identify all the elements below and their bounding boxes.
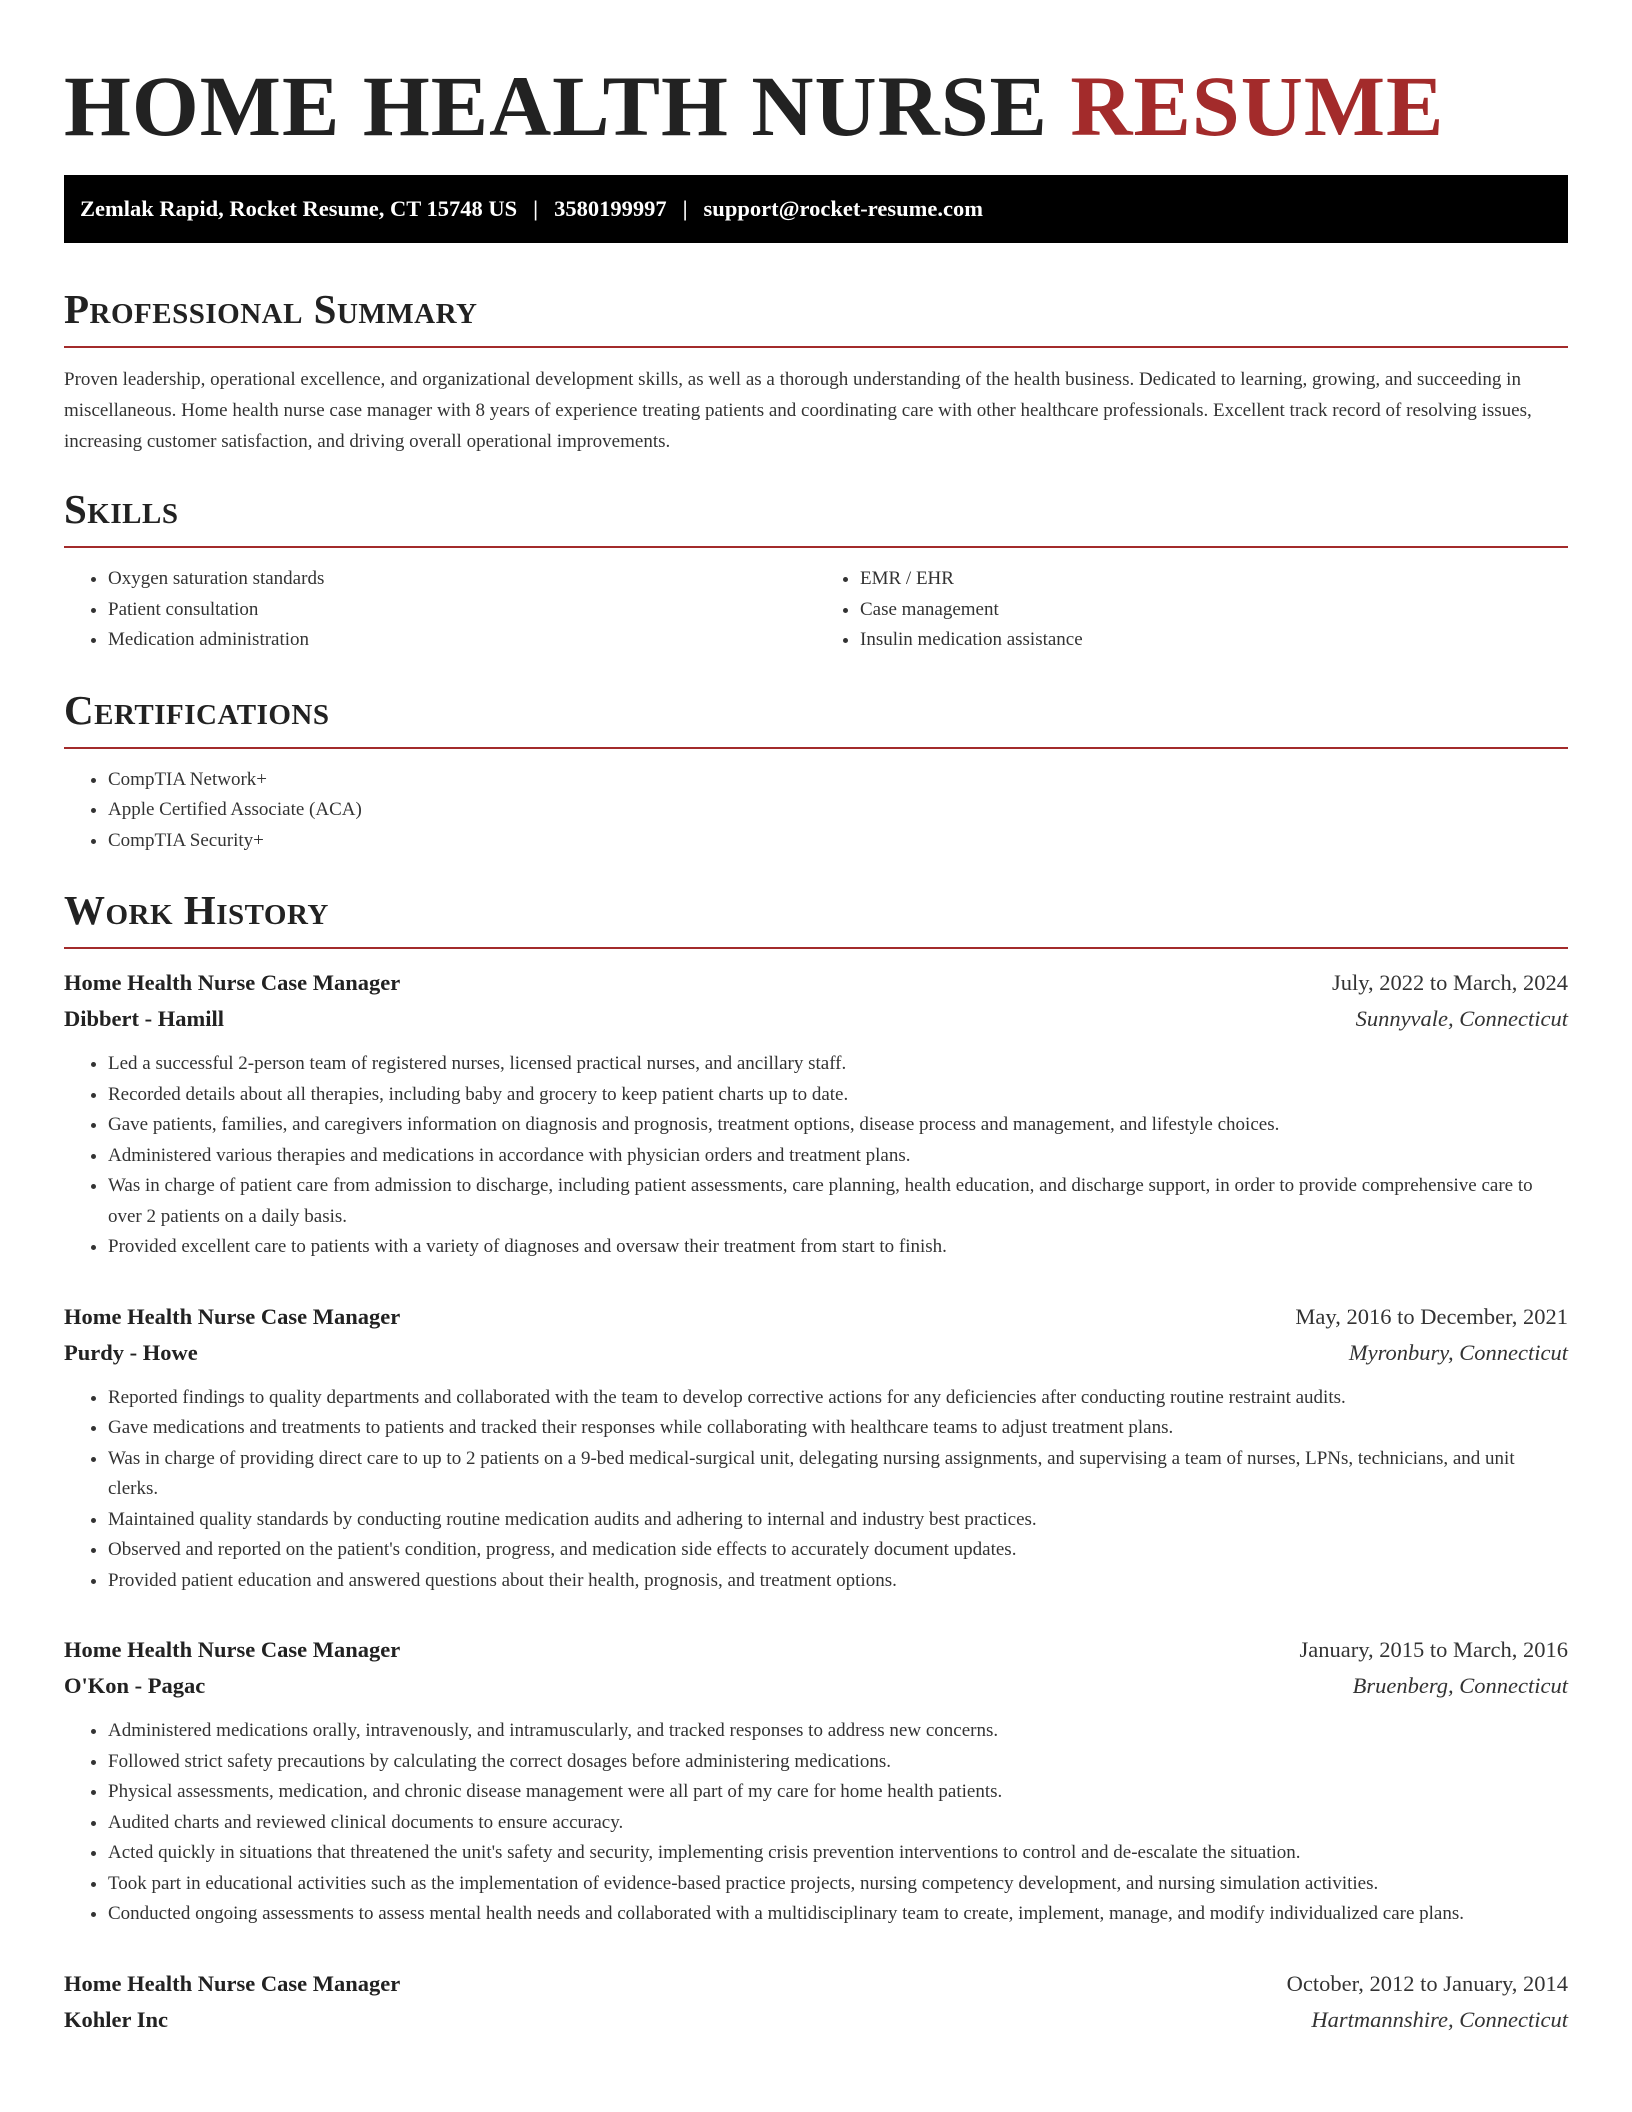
section-divider xyxy=(64,947,1568,949)
job-entry xyxy=(64,965,1568,1263)
section-heading-work-history: Work History xyxy=(64,887,329,934)
contact-email: support@rocket-resume.com xyxy=(703,195,983,221)
job-bullet: • Administered various therapies and medications in accordance with physician orders and treatment plans. xyxy=(108,1141,1568,1172)
job-company: Kohler Inc xyxy=(64,2006,168,2032)
job-bullet: • Conducted ongoing assessments to assess mental health needs and collaborated with a multidisciplinary team to create, implement, manage, and modify individualized care plans. xyxy=(108,1899,1568,1930)
job-entry xyxy=(64,1299,1568,1597)
job-bullets xyxy=(64,1383,1568,1597)
job-title: Home Health Nurse Case Manager xyxy=(64,1303,401,1329)
summary-text: Proven leadership, operational excellence, and organizational development skills, as well as a thorough understanding of the health business. Dedicated to learning, growing, and succeeding in miscellaneous. Home health nurse case manager with 8 years of experience treating patients and coordinating care with other healthcare professionals. Excellent track record of resolving issues, increasing customer satisfaction, and driving overall operational improvements. xyxy=(64,368,1532,452)
skill-item: • Patient consultation xyxy=(108,595,816,626)
section-divider xyxy=(64,747,1568,749)
section-heading-certifications: Certifications xyxy=(64,686,330,733)
certification-item: • CompTIA Network+ xyxy=(108,765,1568,796)
job-header-row xyxy=(64,1966,1568,2002)
section-heading-summary: Professional Summary xyxy=(64,285,478,332)
contact-separator: | xyxy=(682,195,688,221)
job-dates: January, 2015 to March, 2016 xyxy=(1299,1637,1568,1663)
certifications-list xyxy=(64,765,1568,857)
job-bullet: • Audited charts and reviewed clinical documents to ensure accuracy. xyxy=(108,1808,1568,1839)
job-header-row xyxy=(64,965,1568,1001)
job-title: Home Health Nurse Case Manager xyxy=(64,1970,401,1996)
job-title: Home Health Nurse Case Manager xyxy=(64,970,401,996)
section-divider xyxy=(64,346,1568,348)
job-header-row xyxy=(64,1299,1568,1335)
job-bullet: • Observed and reported on the patient's condition, progress, and medication side effects to accurately document updates. xyxy=(108,1535,1568,1566)
job-bullet: • Recorded details about all therapies, including baby and grocery to keep patient charts up to date. xyxy=(108,1080,1568,1111)
job-dates: October, 2012 to January, 2014 xyxy=(1286,1970,1568,1996)
certification-item: • CompTIA Security+ xyxy=(108,826,1568,857)
job-title: Home Health Nurse Case Manager xyxy=(64,1637,401,1663)
job-bullet: • Gave medications and treatments to patients and tracked their responses while collaborating with healthcare teams to adjust treatment plans. xyxy=(108,1413,1568,1444)
job-dates: May, 2016 to December, 2021 xyxy=(1295,1303,1568,1329)
work-history-section xyxy=(64,888,1568,2038)
certification-item: • Apple Certified Associate (ACA) xyxy=(108,795,1568,826)
certifications-section xyxy=(64,688,1568,857)
job-entry xyxy=(64,1632,1568,1930)
contact-separator: | xyxy=(533,195,539,221)
skills-list-right xyxy=(816,564,1568,656)
job-company-row xyxy=(64,1001,1568,1037)
job-bullet: • Administered medications orally, intravenously, and intramuscularly, and tracked responses to address new concerns. xyxy=(108,1716,1568,1747)
section-heading-skills: Skills xyxy=(64,485,179,532)
job-bullet: • Physical assessments, medication, and chronic disease management were all part of my care for home health patients. xyxy=(108,1777,1568,1808)
job-dates: July, 2022 to March, 2024 xyxy=(1331,970,1568,996)
job-bullet: • Was in charge of patient care from admission to discharge, including patient assessments, care planning, health education, and discharge support, in order to provide comprehensive care to over 2 patients on a daily basis. xyxy=(108,1171,1568,1232)
job-bullet: • Followed strict safety precautions by calculating the correct dosages before administering medications. xyxy=(108,1747,1568,1778)
job-bullet: • Led a successful 2-person team of registered nurses, licensed practical nurses, and ancillary staff. xyxy=(108,1049,1568,1080)
skills-grid xyxy=(64,548,1568,656)
skill-item: • Insulin medication assistance xyxy=(860,625,1568,656)
job-location: Bruenberg, Connecticut xyxy=(1352,1673,1568,1699)
skill-item: • Case management xyxy=(860,595,1568,626)
job-location: Sunnyvale, Connecticut xyxy=(1355,1006,1568,1032)
job-header-row xyxy=(64,1632,1568,1668)
skill-item: • Medication administration xyxy=(108,625,816,656)
job-bullet: • Gave patients, families, and caregivers information on diagnosis and prognosis, treatment options, disease process and management, and lifestyle choices. xyxy=(108,1110,1568,1141)
job-company: Dibbert - Hamill xyxy=(64,1006,224,1032)
job-location: Hartmannshire, Connecticut xyxy=(1311,2006,1568,2032)
job-bullet: • Reported findings to quality departments and collaborated with the team to develop corrective actions for any deficiencies after conducting routine restraint audits. xyxy=(108,1383,1568,1414)
job-company-row xyxy=(64,1668,1568,1704)
job-bullet: • Provided excellent care to patients with a variety of diagnoses and oversaw their treatment from start to finish. xyxy=(108,1232,1568,1263)
title-main: HOME HEALTH NURSE xyxy=(64,58,1048,154)
job-bullet: • Took part in educational activities such as the implementation of evidence-based practice projects, nursing competency development, and nursing simulation activities. xyxy=(108,1869,1568,1900)
skills-list-left xyxy=(64,564,816,656)
job-bullet: • Maintained quality standards by conducting routine medication audits and adhering to internal and industry best practices. xyxy=(108,1505,1568,1536)
job-bullet: • Was in charge of providing direct care to up to 2 patients on a 9-bed medical-surgical unit, delegating nursing assignments, and supervising a team of nurses, LPNs, technicians, and unit clerks. xyxy=(108,1444,1568,1505)
contact-phone: 3580199997 xyxy=(554,195,667,221)
title-accent: RESUME xyxy=(1070,58,1445,154)
skill-item: • EMR / EHR xyxy=(860,564,1568,595)
skill-item: • Oxygen saturation standards xyxy=(108,564,816,595)
job-location: Myronbury, Connecticut xyxy=(1348,1339,1568,1365)
summary-section xyxy=(64,287,1568,457)
job-company-row xyxy=(64,1335,1568,1371)
contact-bar xyxy=(64,175,1568,243)
job-bullets xyxy=(64,1716,1568,1930)
job-bullet: • Provided patient education and answered questions about their health, prognosis, and treatment options. xyxy=(108,1566,1568,1597)
job-bullets xyxy=(64,1049,1568,1263)
job-bullet: • Acted quickly in situations that threatened the unit's safety and security, implementing crisis prevention interventions to control and de-escalate the situation. xyxy=(108,1838,1568,1869)
resume-title xyxy=(64,0,1568,153)
contact-address: Zemlak Rapid, Rocket Resume, CT 15748 US xyxy=(80,195,518,221)
job-company: O'Kon - Pagac xyxy=(64,1673,206,1699)
skills-section xyxy=(64,487,1568,656)
job-entry xyxy=(64,1966,1568,2038)
job-company: Purdy - Howe xyxy=(64,1339,198,1365)
job-company-row xyxy=(64,2002,1568,2038)
